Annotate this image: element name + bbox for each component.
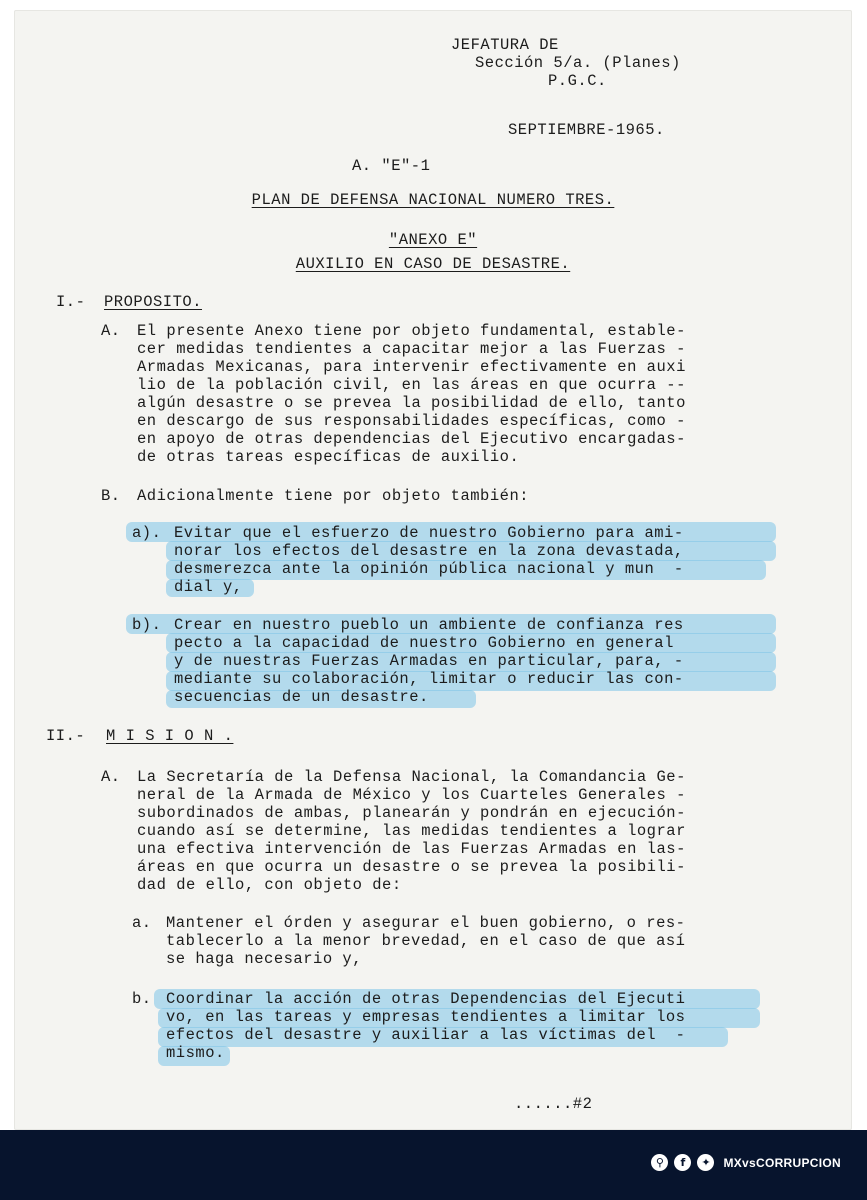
header-line-1: JEFATURA DE [451, 36, 559, 54]
section-1-b-line: Adicionalmente tiene por objeto también: [137, 487, 530, 505]
paragraph-line: La Secretaría de la Defensa Nacional, la Comandancia Ge- [137, 768, 686, 786]
paragraph-line: y de nuestras Fuerzas Armadas en particular, para, - [174, 652, 684, 670]
annex-subtitle: AUXILIO EN CASO DE DESASTRE. [295, 255, 571, 273]
section-2-sub-a-letter: a. [132, 914, 152, 932]
section-1-b-letter: B. [101, 487, 121, 505]
paragraph-line: de otras tareas específicas de auxilio. [137, 448, 520, 466]
search-icon[interactable]: ⚲ [651, 1154, 668, 1171]
paragraph-line: desmerezca ante la opinión pública nacional y mun - [174, 560, 684, 578]
twitter-icon[interactable]: ✦ [697, 1154, 714, 1171]
paragraph-line: se haga necesario y, [166, 950, 363, 968]
paragraph-line: El presente Anexo tiene por objeto fundamental, estable- [137, 322, 686, 340]
paragraph-line: Evitar que el esfuerzo de nuestro Gobierno para ami- [174, 524, 684, 542]
paragraph-line: áreas en que ocurra un desastre o se prevea la posibili- [137, 858, 686, 876]
paragraph-line: Mantener el órden y asegurar el buen gobierno, o res- [166, 914, 686, 932]
footer-brand [651, 1154, 841, 1171]
paragraph-line: lio de la población civil, en las áreas en que ocurra -- [137, 376, 686, 394]
paragraph-line: mediante su colaboración, limitar o reducir las con- [174, 670, 684, 688]
brand-handle[interactable]: MXvsCORRUPCION [723, 1155, 841, 1170]
paragraph-line: neral de la Armada de México y los Cuarteles Generales - [137, 786, 686, 804]
paragraph-line: subordinados de ambas, planearán y pondrán en ejecución- [137, 804, 686, 822]
paragraph-line: pecto a la capacidad de nuestro Gobierno en general [174, 634, 674, 652]
header-line-2: Sección 5/a. (Planes) [475, 54, 681, 72]
annex-title: "ANEXO E" [388, 231, 478, 249]
paragraph-line: en descargo de sus responsabilidades específicas, como - [137, 412, 686, 430]
section-1-a-letter: A. [101, 322, 121, 340]
paragraph-line: tablecerlo a la menor brevedad, en el caso de que así [166, 932, 686, 950]
paragraph-line: algún desastre o se prevea la posibilidad de ello, tanto [137, 394, 686, 412]
paragraph-line: cuando así se determine, las medidas tendientes a lograr [137, 822, 686, 840]
header-line-3: P.G.C. [548, 72, 607, 90]
paragraph-line: dad de ello, con objeto de: [137, 876, 402, 894]
paragraph-line: Crear en nuestro pueblo un ambiente de confianza res [174, 616, 684, 634]
paragraph-line: dial y, [174, 578, 243, 596]
section-1-heading: PROPOSITO. [104, 293, 203, 311]
paragraph-line: en apoyo de otras dependencias del Ejecutivo encargadas- [137, 430, 686, 448]
section-2-heading: M I S I O N . [106, 727, 234, 745]
paragraph-line: cer medidas tendientes a capacitar mejor a las Fuerzas - [137, 340, 686, 358]
paragraph-line: una efectiva intervención de las Fuerzas Armadas en las- [137, 840, 686, 858]
page-continuation-marker: ......#2 [514, 1095, 593, 1113]
paragraph-line: mismo. [166, 1044, 225, 1062]
plan-title: PLAN DE DEFENSA NACIONAL NUMERO TRES. [251, 191, 615, 209]
document-page [14, 10, 852, 1130]
paragraph-line: Armadas Mexicanas, para intervenir efectivamente en auxi [137, 358, 686, 376]
paragraph-line: secuencias de un desastre. [174, 688, 429, 706]
section-1-sub-a-letter: a). [132, 524, 162, 542]
facebook-icon[interactable]: f [674, 1154, 691, 1171]
paragraph-line: efectos del desastre y auxiliar a las víctimas del - [166, 1026, 686, 1044]
paragraph-line: norar los efectos del desastre en la zona devastada, [174, 542, 684, 560]
paragraph-line: Coordinar la acción de otras Dependencias del Ejecuti [166, 990, 686, 1008]
document-date: SEPTIEMBRE-1965. [508, 121, 665, 139]
paragraph-line: vo, en las tareas y empresas tendientes a limitar los [166, 1008, 686, 1026]
section-2-sub-b-letter: b. [132, 990, 152, 1008]
annex-reference: A. "E"-1 [352, 157, 431, 175]
section-1-number: I.- [56, 293, 86, 311]
section-2-number: II.- [46, 727, 86, 745]
section-2-a-letter: A. [101, 768, 121, 786]
section-1-sub-b-letter: b). [132, 616, 162, 634]
